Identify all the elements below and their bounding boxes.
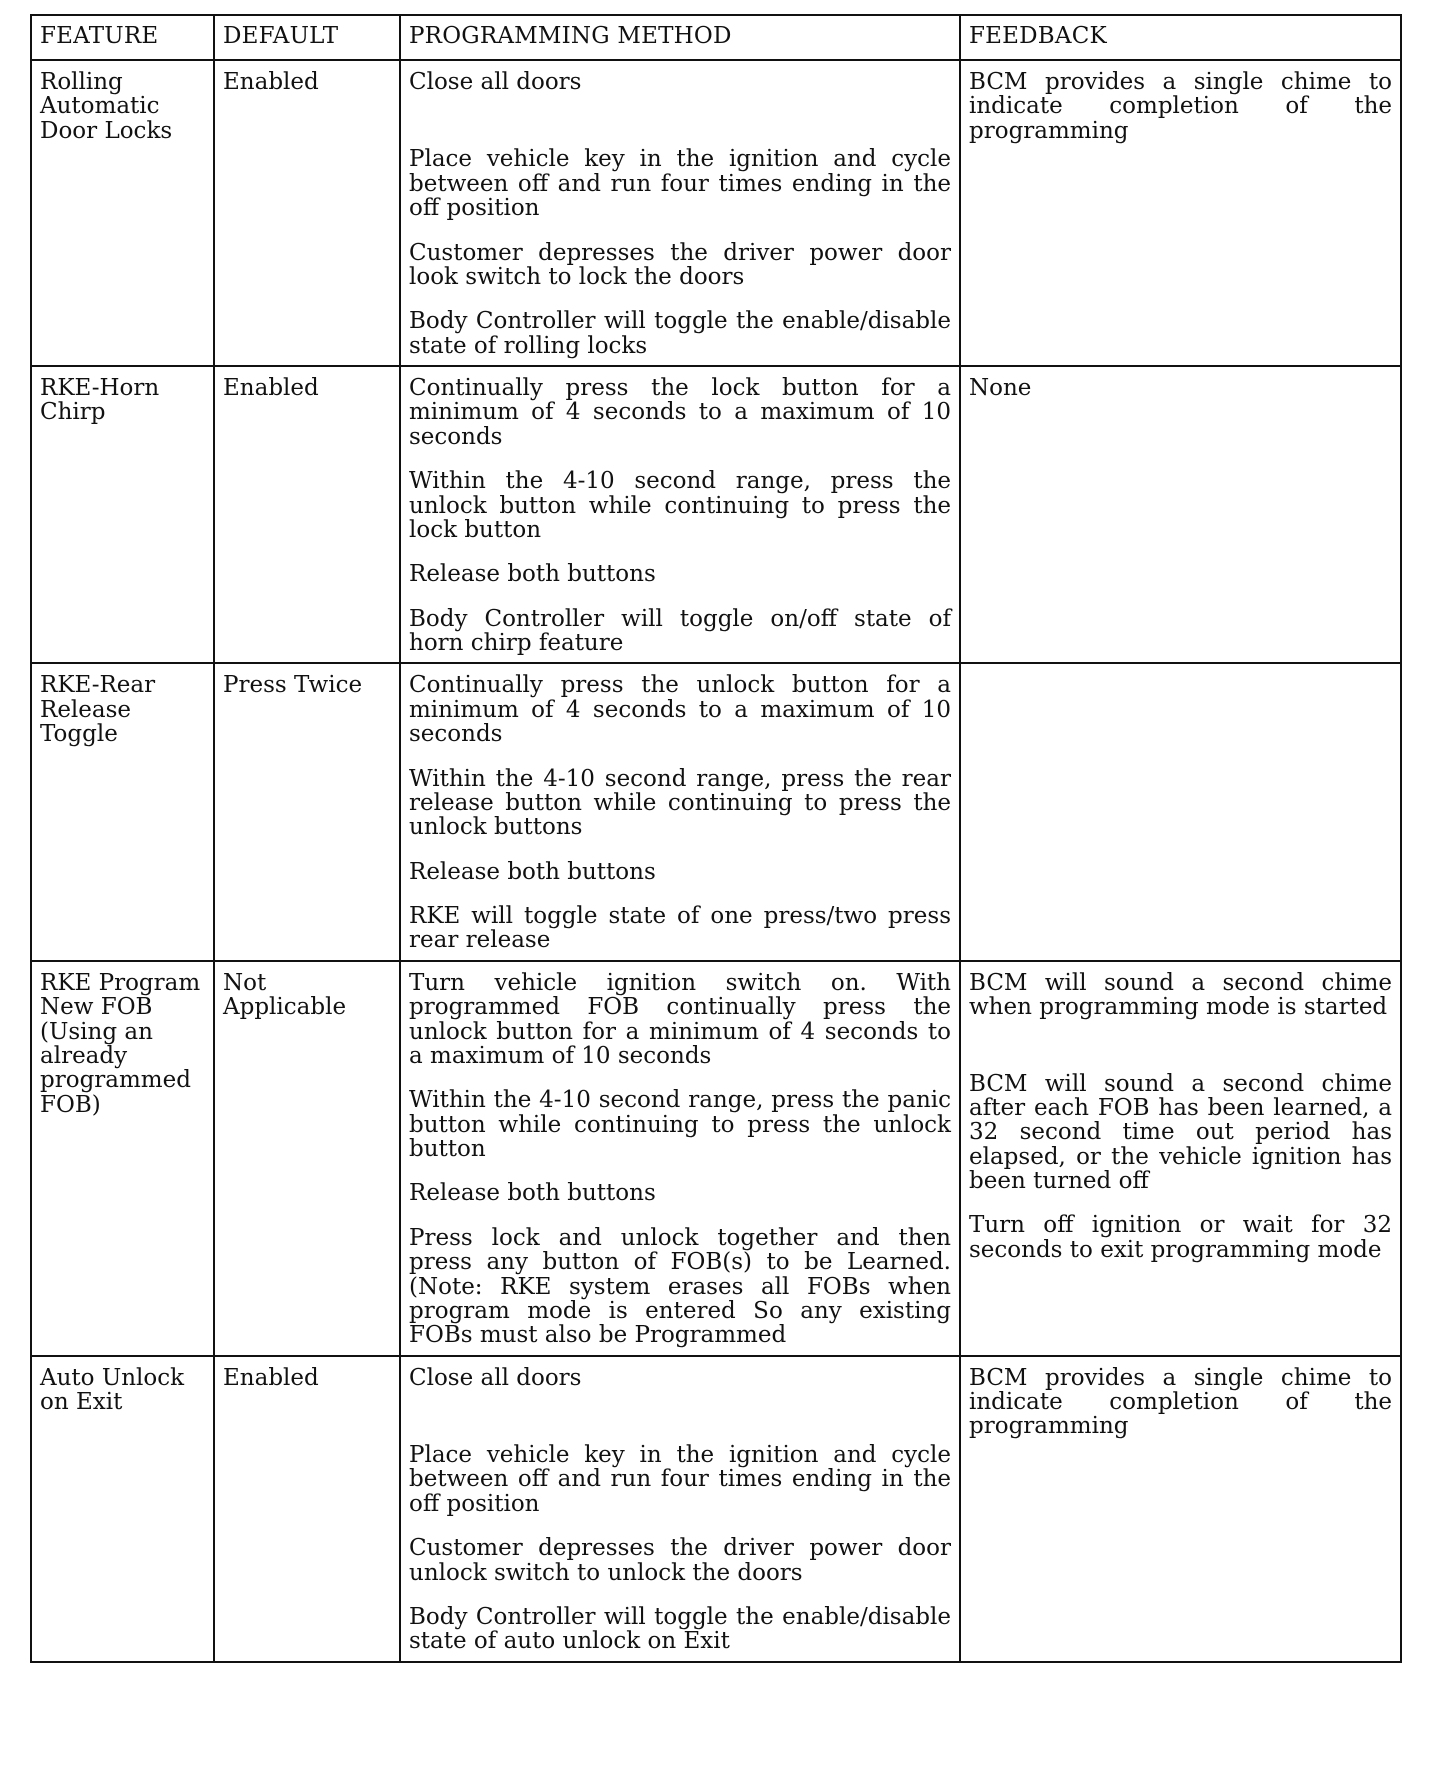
feedback-cell [960, 366, 1401, 663]
method-step: Body Controller will toggle the enable/disable state of rolling locks [409, 308, 951, 359]
table-row [31, 60, 1401, 366]
method-cell [400, 961, 960, 1356]
method-step: Turn vehicle ignition switch on. With programmed FOB continually press the unlock button for a minimum of 4 seconds to a maximum of 10 seconds [409, 969, 951, 1069]
method-step: Place vehicle key in the ignition and cycle between off and run four times ending in the off position [409, 1442, 951, 1517]
method-step: RKE will toggle state of one press/two press rear release [409, 903, 951, 954]
method-step: Close all doors [409, 69, 582, 95]
feature-cell: RKE-Horn Chirp [31, 366, 214, 663]
feature-cell: RKE-Rear Release Toggle [31, 663, 214, 960]
feature-programming-table [30, 14, 1402, 1663]
feedback-text: BCM provides a single chime to indicate completion of the programming [969, 69, 1392, 144]
method-step: Within the 4-10 second range, press the panic button while continuing to press the unlock button [409, 1087, 951, 1162]
feature-cell: RKE Program New FOB (Using an already programmed FOB) [31, 961, 214, 1356]
method-cell [400, 663, 960, 960]
method-step: Customer depresses the driver power door look switch to lock the doors [409, 239, 951, 290]
header-feature: FEATURE [31, 15, 214, 60]
default-cell: Enabled [214, 60, 400, 366]
method-step: Press lock and unlock together and then press any button of FOB(s) to be Learned. (Note: RKE system erases all FOBs when program mode is entered So any existing FOBs must also be Programmed [409, 1224, 951, 1349]
default-cell: Not Applicable [214, 961, 400, 1356]
feedback-text: BCM will sound a second chime after each FOB has been learned, a 32 second time out period has elapsed, or the vehicle ignition has been turned off [969, 1070, 1392, 1194]
feedback-text: None [969, 375, 1032, 401]
method-step: Body Controller will toggle the enable/disable state of auto unlock on Exit [409, 1603, 951, 1655]
default-cell: Enabled [214, 1356, 400, 1662]
feedback-text: BCM provides a single chime to indicate completion of the programming [969, 1364, 1392, 1440]
table-row [31, 366, 1401, 663]
method-step: Place vehicle key in the ignition and cycle between off and run four times ending in the off position [409, 146, 951, 222]
method-cell [400, 1356, 960, 1662]
header-row [31, 15, 1401, 60]
method-step: Release both buttons [409, 858, 656, 885]
header-programming-method: PROGRAMMING METHOD [400, 15, 960, 60]
method-cell [400, 366, 960, 663]
feedback-cell [960, 60, 1401, 366]
default-cell: Press Twice [214, 663, 400, 960]
header-default: DEFAULT [214, 15, 400, 60]
table-row [31, 663, 1401, 960]
feature-cell: Auto Unlock on Exit [31, 1356, 214, 1662]
method-step: Close all doors [409, 1364, 582, 1391]
table-row [31, 961, 1401, 1356]
method-step: Release both buttons [409, 1180, 656, 1207]
method-step: Release both buttons [409, 561, 656, 588]
feature-cell: Rolling Automatic Door Locks [31, 60, 214, 366]
method-step: Body Controller will toggle on/off state of horn chirp feature [409, 605, 951, 656]
method-step: Continually press the lock button for a minimum of 4 seconds to a maximum of 10 seconds [409, 375, 951, 450]
method-step: Continually press the unlock button for a minimum of 4 seconds to a maximum of 10 seconds [409, 672, 951, 748]
feedback-text: BCM will sound a second chime when programming mode is started [969, 969, 1392, 1021]
method-step: Within the 4-10 second range, press the rear release button while continuing to press the unlock buttons [409, 765, 951, 841]
method-cell [400, 60, 960, 366]
feedback-cell [960, 663, 1401, 960]
header-feedback: FEEDBACK [960, 15, 1401, 60]
method-step: Customer depresses the driver power door unlock switch to unlock the doors [409, 1535, 951, 1586]
table-row [31, 1356, 1401, 1662]
default-cell: Enabled [214, 366, 400, 663]
method-step: Within the 4-10 second range, press the unlock button while continuing to press the lock button [409, 468, 951, 543]
feedback-cell [960, 1356, 1401, 1662]
feedback-text: Turn off ignition or wait for 32 seconds to exit programming mode [969, 1212, 1392, 1263]
feedback-cell [960, 961, 1401, 1356]
